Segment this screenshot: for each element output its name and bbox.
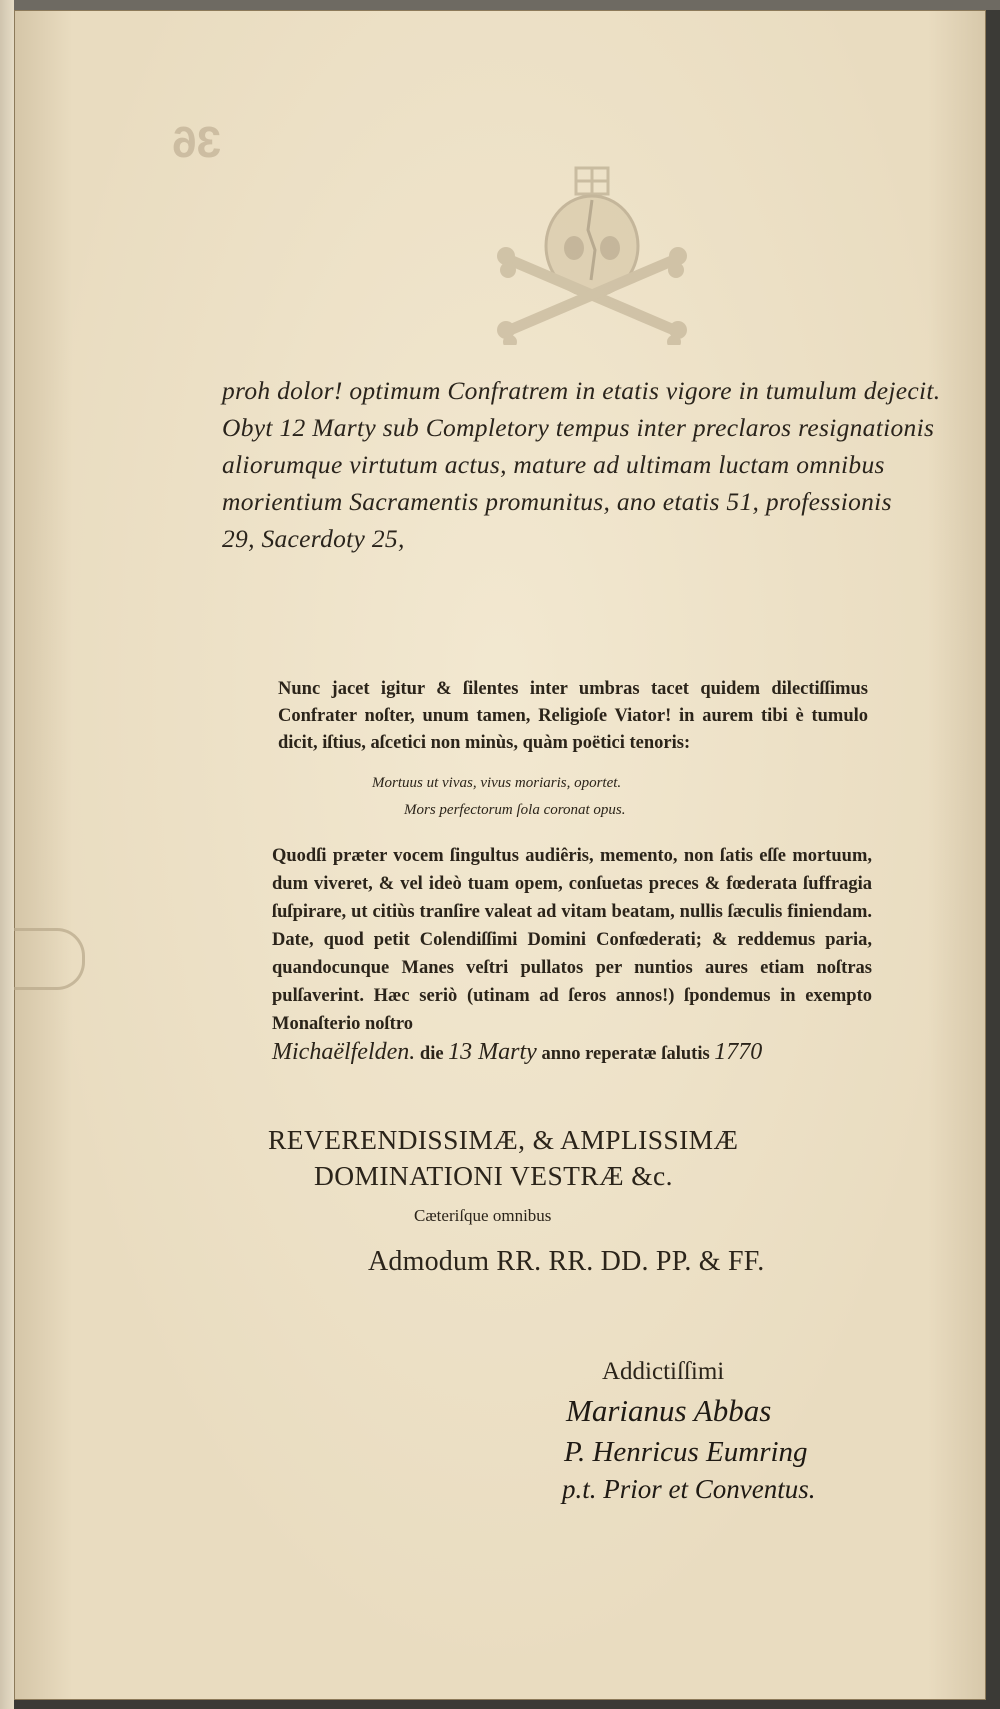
printed-paragraph-intro: Nunc jacet igitur & ſilentes inter umbras tacet quidem dilectiſſimus Confrater noſter, unum tamen, Religioſe Viator! in aurem tibi è tumulo dicit, iſtius, aſcetici non minùs, quàm poëtici tenoris: (278, 679, 868, 753)
admodum-line: Admodum RR. RR. DD. PP. & FF. (368, 1246, 765, 1277)
date-word: die (419, 1044, 444, 1064)
printed-paragraph-request (272, 842, 872, 1068)
handwritten-obituary-note (222, 372, 958, 557)
skull-crossbones-emblem (496, 160, 688, 345)
page-backdrop-top (0, 0, 1000, 10)
signature-henricus: P. Henricus Eumring (564, 1436, 808, 1468)
verse-line: Mors perfectorum ſola coronat opus. (404, 802, 626, 818)
date-line (272, 1038, 872, 1068)
handwritten-place: Michaëlfelden. (272, 1039, 416, 1065)
address-heading-2: DOMINATIONI VESTRÆ &c. (314, 1160, 673, 1191)
addictissimi-line: Addictiſſimi (602, 1358, 725, 1385)
show-through-page-number: 36 (172, 118, 221, 167)
signature-prior-convent: p.t. Prior et Conventus. (562, 1474, 816, 1504)
handwritten-year: 1770 (714, 1039, 763, 1065)
epitaph-verse (278, 770, 868, 824)
signature-abbot: Marianus Abbas (566, 1393, 772, 1428)
verse-line: Mortuus ut vivas, vivus moriaris, oportet. (372, 775, 622, 791)
handwritten-line: 29, Sacerdoty 25, (222, 524, 405, 553)
address-heading-1: REVERENDISSIMÆ, & AMPLISSIMÆ (268, 1124, 739, 1155)
handwritten-line: aliorumque virtutum actus, mature ad ultimam luctam omnibus (222, 450, 885, 479)
handwritten-line: Obyt 12 Marty sub Completory tempus inter preclaros resignationis (222, 413, 935, 442)
handwritten-line: proh dolor! optimum Confratrem in etatis vigore in tumulum dejecit. (222, 376, 941, 405)
ceterisque-line: Cæteriſque omnibus (414, 1206, 552, 1225)
binding-strap (14, 928, 85, 990)
handwritten-line: morientium Sacramentis promunitus, ano etatis 51, professionis (222, 487, 892, 516)
request-text: Quodſi præter vocem ſingultus audiêris, memento, non ſatis eſſe mortuum, dum viveret, & vel ideò tuam opem, conſuetas preces & fœderata ſuffragia ſuſpirare, ut citiùs tranſire valeat ad vitam beatam, nullis ſæculis finiendam. Date, quod petit Colendiſſimi Domini Confœderati; & reddemus paria, quandocunque Manes veſtri pullatos per nuntios aures etiam noſtras pulſaverint. Hæc seriò (utinam ad ſeros annos!) ſpondemus in exempto Monaſterio noſtro (272, 846, 872, 1034)
handwritten-day: 13 Marty (448, 1039, 537, 1065)
page-edge (0, 0, 14, 1709)
date-tail: anno reperatæ ſalutis (541, 1044, 710, 1064)
